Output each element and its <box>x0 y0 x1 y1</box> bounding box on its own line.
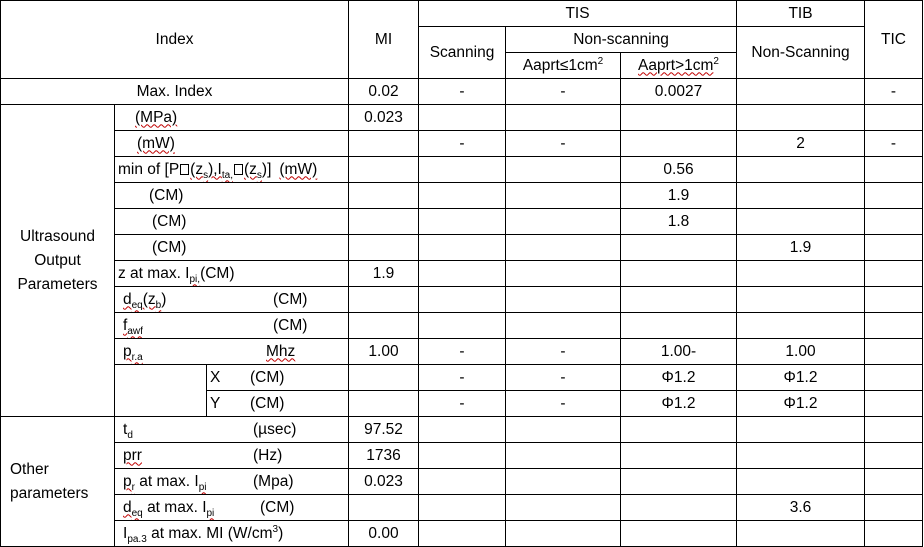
header-tib-non-scanning: Non-Scanning <box>737 27 865 79</box>
row-x-nonscan-gt: Φ1.2 <box>621 365 737 391</box>
row-fawf-mi <box>349 313 419 339</box>
row-td-mi: 97.52 <box>349 417 419 443</box>
row-cm-1-mi <box>349 183 419 209</box>
row-pr-scan <box>419 469 506 495</box>
row-mw-tic: - <box>865 131 923 157</box>
zmax-part-a: z at max. I <box>118 264 190 282</box>
row-x-tic <box>865 365 923 391</box>
row-pr <box>1 469 923 495</box>
row-pra-tib: 1.00 <box>737 339 865 365</box>
row-pra-scan: - <box>419 339 506 365</box>
row-mw <box>1 131 923 157</box>
row-cm-1-tib <box>737 183 865 209</box>
y-axis-label: Y <box>210 394 221 412</box>
minof-part-d: (z <box>244 160 257 178</box>
row-deq-label <box>115 287 349 313</box>
x-axis-label: X <box>210 368 221 386</box>
fawf-unit: (CM) <box>273 316 308 334</box>
x-unit: (CM) <box>250 368 285 386</box>
row-fawf-nonscan-gt <box>621 313 737 339</box>
deqmax-part-b: at max. I <box>147 498 207 516</box>
row-mw-mi <box>349 131 419 157</box>
row-min-of-tic <box>865 157 923 183</box>
row-deq-nonscan-gt <box>621 287 737 313</box>
row-cm-3-label: (CM) <box>115 235 349 261</box>
header-aaprt-le <box>506 53 621 79</box>
pra-sub: r.a <box>131 351 143 363</box>
row-fawf-scan <box>419 313 506 339</box>
row-td-scan <box>419 417 506 443</box>
row-y-mi <box>349 391 419 417</box>
row-td-nonscan-le <box>506 417 621 443</box>
row-prr-tib <box>737 443 865 469</box>
minof-sub-s-1: s <box>203 169 209 181</box>
max-index-scan: - <box>419 79 506 105</box>
row-td-tic <box>865 417 923 443</box>
row-td-nonscan-gt <box>621 417 737 443</box>
td-sub: d <box>127 429 133 441</box>
row-cm-3-mi <box>349 235 419 261</box>
row-y-nonscan-gt: Φ1.2 <box>621 391 737 417</box>
row-min-of <box>1 157 923 183</box>
row-deq-max-tib: 3.6 <box>737 495 865 521</box>
td-unit: (µsec) <box>253 420 297 438</box>
row-cm-3-tic <box>865 235 923 261</box>
row-z-max-tib <box>737 261 865 287</box>
row-mpa <box>1 105 923 131</box>
row-y-scan: - <box>419 391 506 417</box>
row-pra-nonscan-le: - <box>506 339 621 365</box>
row-cm-3 <box>1 235 923 261</box>
row-deq-max-label <box>115 495 349 521</box>
row-cm-1-scan <box>419 183 506 209</box>
row-y-tic <box>865 391 923 417</box>
row-pr-tic <box>865 469 923 495</box>
header-index: Index <box>1 1 349 79</box>
max-index-nonscan-gt: 0.0027 <box>621 79 737 105</box>
row-cm-1-nonscan-gt: 1.9 <box>621 183 737 209</box>
row-x-nonscan-le: - <box>506 365 621 391</box>
aaprt-le-sup: 2 <box>597 55 604 67</box>
row-ipa-mi: 0.00 <box>349 521 419 547</box>
row-td-label <box>115 417 349 443</box>
row-prr <box>1 443 923 469</box>
missing-glyph-icon <box>234 164 243 175</box>
row-mpa-label <box>115 105 349 131</box>
row-ipa-scan <box>419 521 506 547</box>
ipa-sup: 3 <box>272 523 279 535</box>
mw-label-text: (mW) <box>137 134 175 152</box>
minof-unit: (mW) <box>279 160 318 178</box>
row-cm-3-nonscan-le <box>506 235 621 261</box>
row-cm-2-tic <box>865 209 923 235</box>
row-ipa-tic <box>865 521 923 547</box>
header-tib: TIB <box>737 1 865 27</box>
mpa-label-text: (MPa) <box>135 108 178 126</box>
row-min-of-scan <box>419 157 506 183</box>
row-mpa-mi: 0.023 <box>349 105 419 131</box>
row-mw-nonscan-le: - <box>506 131 621 157</box>
row-mw-label <box>115 131 349 157</box>
minof-sub-s-2: s <box>256 169 262 181</box>
row-pr-nonscan-le <box>506 469 621 495</box>
header-row-1 <box>1 1 923 27</box>
pr-sub-b: pi <box>198 481 207 493</box>
deq-part-c: ) <box>161 290 167 308</box>
row-min-of-mi <box>349 157 419 183</box>
minof-part-e: )] <box>261 160 272 178</box>
fawf-sub: awf <box>127 325 143 337</box>
max-index-tic: - <box>865 79 923 105</box>
row-ipa-tib <box>737 521 865 547</box>
row-z-max-nonscan-gt <box>621 261 737 287</box>
row-prr-scan <box>419 443 506 469</box>
group-ultrasound-output <box>1 105 115 417</box>
row-cm-1-label: (CM) <box>115 183 349 209</box>
row-y-tib: Φ1.2 <box>737 391 865 417</box>
td-part-a: t <box>123 420 128 438</box>
row-cm-3-nonscan-gt <box>621 235 737 261</box>
ipa-part-b: at max. MI (W/cm <box>151 524 273 542</box>
max-index-row <box>1 79 923 105</box>
group-ultrasound-line-1: Ultrasound <box>20 227 95 245</box>
row-pr-mi: 0.023 <box>349 469 419 495</box>
row-fawf <box>1 313 923 339</box>
row-prr-nonscan-gt <box>621 443 737 469</box>
pr-unit: (Mpa) <box>253 472 294 490</box>
row-mpa-nonscan-le <box>506 105 621 131</box>
row-td-tib <box>737 417 865 443</box>
row-mpa-scan <box>419 105 506 131</box>
row-pra <box>1 339 923 365</box>
header-mi: MI <box>349 1 419 79</box>
row-mpa-tib <box>737 105 865 131</box>
deq-sub-b: b <box>155 299 162 311</box>
row-cm-2-nonscan-gt: 1.8 <box>621 209 737 235</box>
aaprt-le-text: Aaprt≤1cm <box>522 56 598 74</box>
row-fawf-tic <box>865 313 923 339</box>
row-deq-max-mi <box>349 495 419 521</box>
row-pra-mi: 1.00 <box>349 339 419 365</box>
row-fawf-label <box>115 313 349 339</box>
group-other-line-2: parameters <box>10 484 89 502</box>
row-cm-3-tib: 1.9 <box>737 235 865 261</box>
deq-part-b: (z <box>142 290 156 308</box>
row-td <box>1 417 923 443</box>
row-prr-label <box>115 443 349 469</box>
row-deq-tib <box>737 287 865 313</box>
row-deq-tic <box>865 287 923 313</box>
row-deq-scan <box>419 287 506 313</box>
row-mw-scan: - <box>419 131 506 157</box>
row-x-label <box>207 365 349 391</box>
header-scanning: Scanning <box>419 27 506 79</box>
zmax-part-b: (CM) <box>200 264 235 282</box>
minof-sub-ta: ta, <box>221 169 233 181</box>
group-other-line-1: Other <box>10 460 49 478</box>
row-deq-max-tic <box>865 495 923 521</box>
zmax-sub: pi, <box>189 273 201 285</box>
deqmax-unit: (CM) <box>260 498 295 516</box>
prr-label-text: prr <box>123 446 142 464</box>
row-prr-mi: 1736 <box>349 443 419 469</box>
row-prr-nonscan-le <box>506 443 621 469</box>
row-cm-2-nonscan-le <box>506 209 621 235</box>
row-x <box>1 365 923 391</box>
pra-part-a: p <box>123 342 132 360</box>
row-deq-max-scan <box>419 495 506 521</box>
row-pra-tic <box>865 339 923 365</box>
row-deq-nonscan-le <box>506 287 621 313</box>
row-z-max-scan <box>419 261 506 287</box>
deq-part-a: d <box>123 290 132 308</box>
row-cm-2 <box>1 209 923 235</box>
row-deq-mi <box>349 287 419 313</box>
row-pra-label <box>115 339 349 365</box>
row-cm-2-tib <box>737 209 865 235</box>
row-pr-nonscan-gt <box>621 469 737 495</box>
row-pra-nonscan-gt: 1.00- <box>621 339 737 365</box>
max-index-nonscan-le: - <box>506 79 621 105</box>
row-cm-1-nonscan-le <box>506 183 621 209</box>
pra-unit: Mhz <box>266 342 296 360</box>
deqmax-part-a: d <box>123 498 132 516</box>
row-min-of-tib <box>737 157 865 183</box>
header-aaprt-gt <box>621 53 737 79</box>
row-mpa-tic <box>865 105 923 131</box>
row-min-of-label <box>115 157 349 183</box>
prr-unit: (Hz) <box>253 446 283 464</box>
pr-part-a: p <box>123 472 132 490</box>
row-z-max-label <box>115 261 349 287</box>
row-x-scan: - <box>419 365 506 391</box>
row-mw-tib: 2 <box>737 131 865 157</box>
row-x-mi <box>349 365 419 391</box>
missing-glyph-icon <box>180 164 189 175</box>
row-cm-1-tic <box>865 183 923 209</box>
minof-part-b: (z <box>190 160 204 178</box>
minof-part-a: min of [P <box>118 160 180 178</box>
y-unit: (CM) <box>250 394 285 412</box>
minof-part-c: ),I <box>208 160 222 178</box>
row-cm-1 <box>1 183 923 209</box>
group-other-parameters <box>1 417 115 547</box>
row-z-max-tic <box>865 261 923 287</box>
row-deq-max-nonscan-le <box>506 495 621 521</box>
row-deq-max-nonscan-gt <box>621 495 737 521</box>
pr-sub: r <box>131 481 135 493</box>
row-xy-blank <box>115 365 207 417</box>
row-cm-2-mi <box>349 209 419 235</box>
row-deq-max <box>1 495 923 521</box>
row-mpa-nonscan-gt <box>621 105 737 131</box>
header-tic: TIC <box>865 1 923 79</box>
row-cm-3-scan <box>419 235 506 261</box>
ipa-part-c: ) <box>278 524 284 542</box>
row-prr-tic <box>865 443 923 469</box>
row-z-max <box>1 261 923 287</box>
group-ultrasound-line-2: Output <box>34 251 81 269</box>
group-ultrasound-line-3: Parameters <box>17 275 98 293</box>
deq-sub-a: eq <box>131 299 143 311</box>
pr-part-b: at max. I <box>139 472 199 490</box>
row-ipa <box>1 521 923 547</box>
header-tis: TIS <box>419 1 737 27</box>
row-min-of-nonscan-gt: 0.56 <box>621 157 737 183</box>
row-fawf-nonscan-le <box>506 313 621 339</box>
row-cm-2-scan <box>419 209 506 235</box>
row-deq <box>1 287 923 313</box>
row-min-of-nonscan-le <box>506 157 621 183</box>
deqmax-sub: eq <box>131 507 143 519</box>
row-x-tib: Φ1.2 <box>737 365 865 391</box>
ipa-part-a: I <box>123 524 128 542</box>
row-pr-label <box>115 469 349 495</box>
row-ipa-label <box>115 521 349 547</box>
max-index-label: Max. Index <box>1 79 349 105</box>
max-index-tib <box>737 79 865 105</box>
ipa-sub: pa.3 <box>127 533 147 545</box>
row-ipa-nonscan-gt <box>621 521 737 547</box>
header-non-scanning: Non-scanning <box>506 27 737 53</box>
deqmax-sub-b: pi <box>206 507 215 519</box>
aaprt-gt-sup: 2 <box>713 55 719 67</box>
row-fawf-tib <box>737 313 865 339</box>
row-ipa-nonscan-le <box>506 521 621 547</box>
row-pr-tib <box>737 469 865 495</box>
deq-unit: (CM) <box>273 290 308 308</box>
row-mw-nonscan-gt <box>621 131 737 157</box>
row-y-nonscan-le: - <box>506 391 621 417</box>
max-index-mi: 0.02 <box>349 79 419 105</box>
aaprt-gt-text: Aaprt>1cm <box>638 56 714 74</box>
fawf-part-a: f <box>123 316 128 334</box>
row-y-label <box>207 391 349 417</box>
row-z-max-mi: 1.9 <box>349 261 419 287</box>
row-z-max-nonscan-le <box>506 261 621 287</box>
row-cm-2-label: (CM) <box>115 209 349 235</box>
